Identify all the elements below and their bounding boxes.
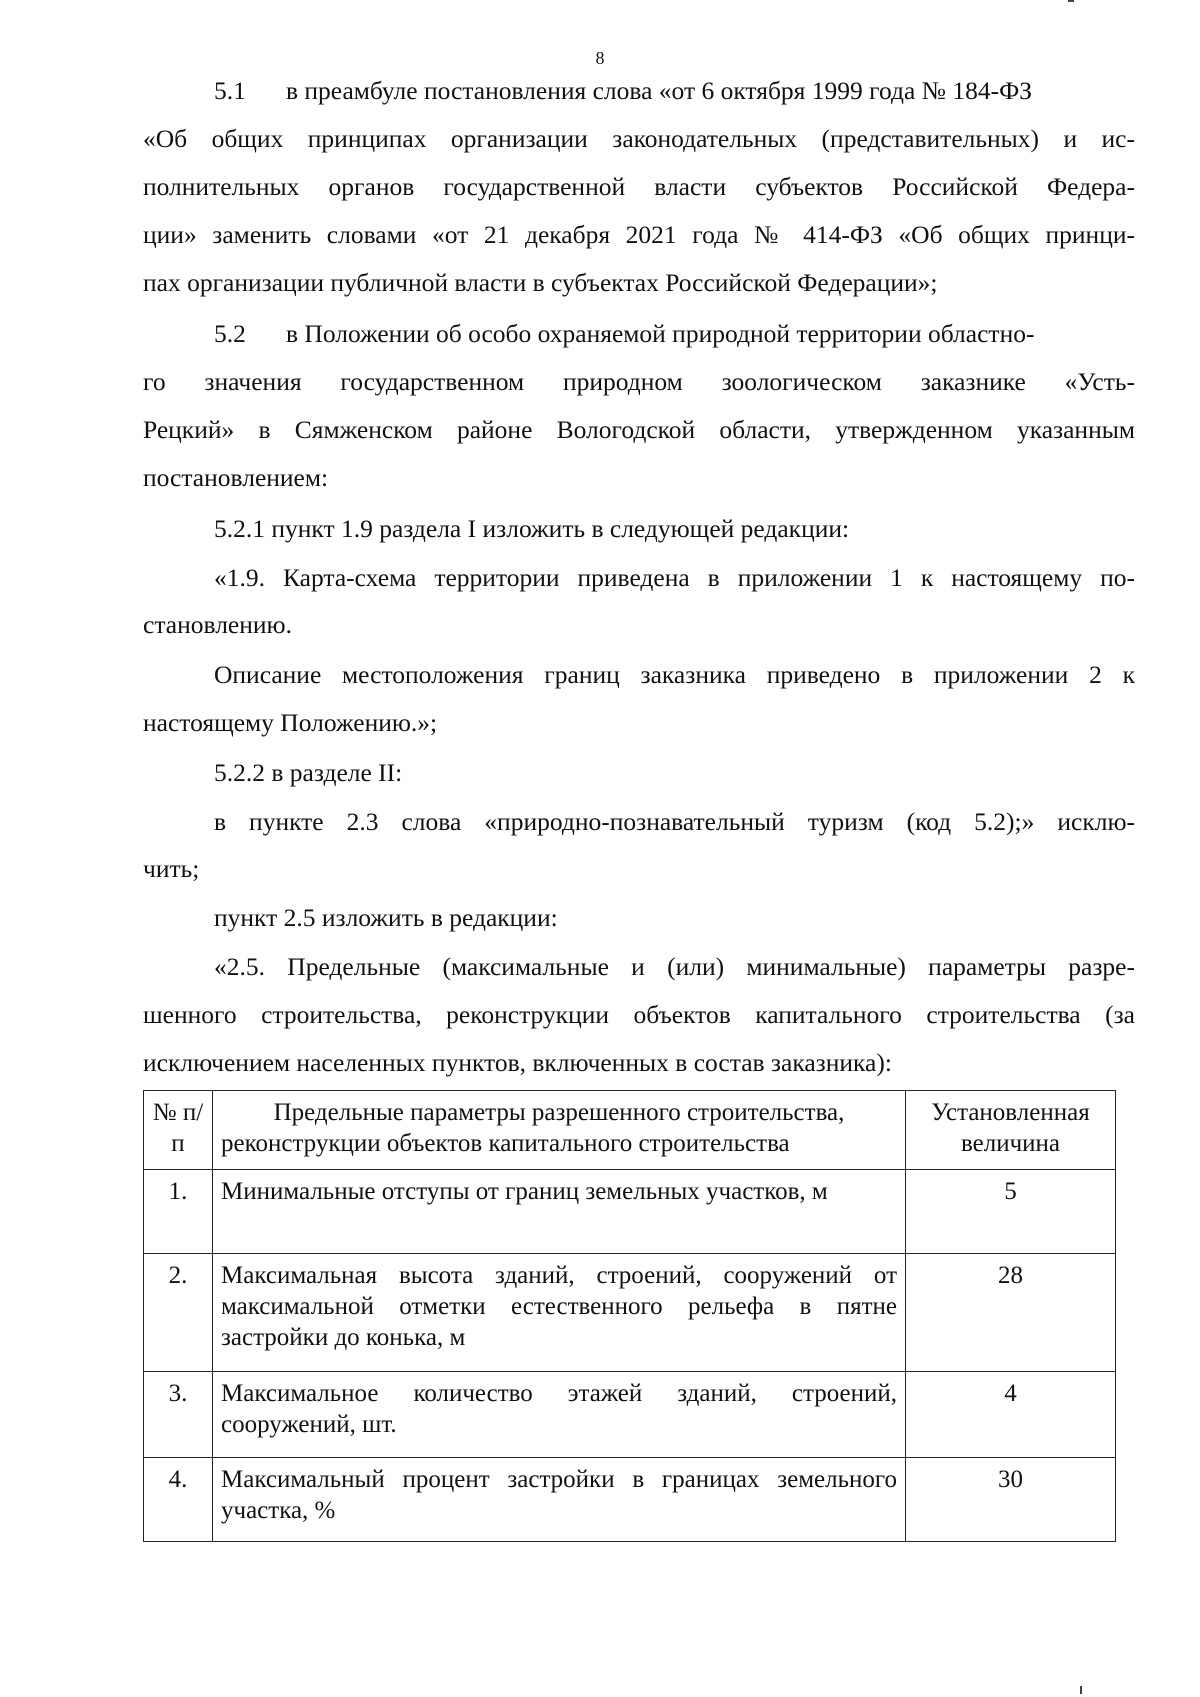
row-number: 1. bbox=[144, 1170, 213, 1254]
boundary-description-line-2: настоящему Положению.»; bbox=[143, 708, 438, 737]
building-parameters-table bbox=[143, 1090, 1116, 1542]
row-parameter: Максимальное количество этажей зданий, строений, сооружений, шт. bbox=[213, 1372, 906, 1458]
paragraph-text: в преамбуле постановления слова «от 6 октября 1999 года № 184-ФЗ bbox=[286, 76, 1033, 105]
boundary-description-line-1: Описание местоположения границ заказника приведено в приложении 2 к bbox=[214, 660, 1135, 689]
header-number: № п/п bbox=[144, 1091, 213, 1170]
paragraph-5-2-line-2: го значения государственном природном зоологическом заказнике «Усть- bbox=[143, 367, 1135, 396]
table-row bbox=[144, 1254, 1116, 1372]
paragraph-5-1-line-3: полнительных органов государственной власти субъектов Российской Федера- bbox=[143, 172, 1135, 201]
row-number: 2. bbox=[144, 1254, 213, 1372]
table-row bbox=[144, 1458, 1116, 1542]
row-number: 4. bbox=[144, 1458, 213, 1542]
table-row bbox=[144, 1170, 1116, 1254]
table-header-row bbox=[144, 1091, 1116, 1170]
paragraph-5-2-line-3: Рецкий» в Сямженском районе Вологодской области, утвержденном указанным bbox=[143, 415, 1135, 444]
row-value: 30 bbox=[906, 1458, 1116, 1542]
paragraph-5-1-line-2: «Об общих принципах организации законодательных (представительных) и ис- bbox=[143, 124, 1135, 153]
row-value: 4 bbox=[906, 1372, 1116, 1458]
item-2-5-intro: пункт 2.5 изложить в редакции: bbox=[214, 903, 558, 932]
row-number: 3. bbox=[144, 1372, 213, 1458]
row-parameter: Максимальный процент застройки в границах земельного участка, % bbox=[213, 1458, 906, 1542]
scan-mark-bottom bbox=[1080, 1686, 1082, 1694]
item-number: 5.2 bbox=[214, 319, 246, 348]
paragraph-5-2-line-4: постановлением: bbox=[143, 463, 329, 492]
paragraph-5-2-line-1 bbox=[214, 319, 1135, 349]
paragraph-5-1-line-4: ции» заменить словами «от 21 декабря 2021 года № 414-ФЗ «Об общих принци- bbox=[143, 220, 1135, 249]
paragraph-text: в Положении об особо охраняемой природной территории областно- bbox=[286, 319, 1035, 348]
table-row bbox=[144, 1372, 1116, 1458]
paragraph-5-1-line-1 bbox=[214, 76, 1135, 106]
quote-2-5-line-2: шенного строительства, реконструкции объектов капитального строительства (за bbox=[143, 1000, 1135, 1029]
item-number: 5.1 bbox=[214, 76, 246, 105]
row-value: 5 bbox=[906, 1170, 1116, 1254]
quote-1-9-line-2: становлению. bbox=[143, 610, 292, 639]
row-value: 28 bbox=[906, 1254, 1116, 1372]
paragraph-5-2-2: 5.2.2 в разделе II: bbox=[214, 758, 403, 787]
item-2-3-line-1: в пункте 2.3 слова «природно-познавательный туризм (код 5.2);» исклю- bbox=[214, 807, 1135, 836]
paragraph-5-2-1: 5.2.1 пункт 1.9 раздела I изложить в следующей редакции: bbox=[214, 514, 850, 543]
page-number: 8 bbox=[595, 48, 605, 68]
item-2-3-line-2: чить; bbox=[143, 854, 200, 883]
header-value: Установленная величина bbox=[906, 1091, 1116, 1170]
row-parameter: Максимальная высота зданий, строений, сооружений от максимальной отметки естественного рельефа в пятне застройки до конька, м bbox=[213, 1254, 906, 1372]
header-parameter: Предельные параметры разрешенного строительства, реконструкции объектов капитального строительства bbox=[213, 1091, 906, 1170]
quote-2-5-line-1: «2.5. Предельные (максимальные и (или) минимальные) параметры разре- bbox=[214, 952, 1135, 981]
quote-2-5-line-3: исключением населенных пунктов, включенных в состав заказника): bbox=[143, 1048, 892, 1077]
quote-1-9-line-1: «1.9. Карта-схема территории приведена в приложении 1 к настоящему по- bbox=[214, 563, 1135, 592]
paragraph-5-1-line-5: пах организации публичной власти в субъектах Российской Федерации»; bbox=[143, 268, 938, 297]
row-parameter: Минимальные отступы от границ земельных участков, м bbox=[213, 1170, 906, 1254]
scan-mark-top bbox=[1068, 0, 1074, 2]
